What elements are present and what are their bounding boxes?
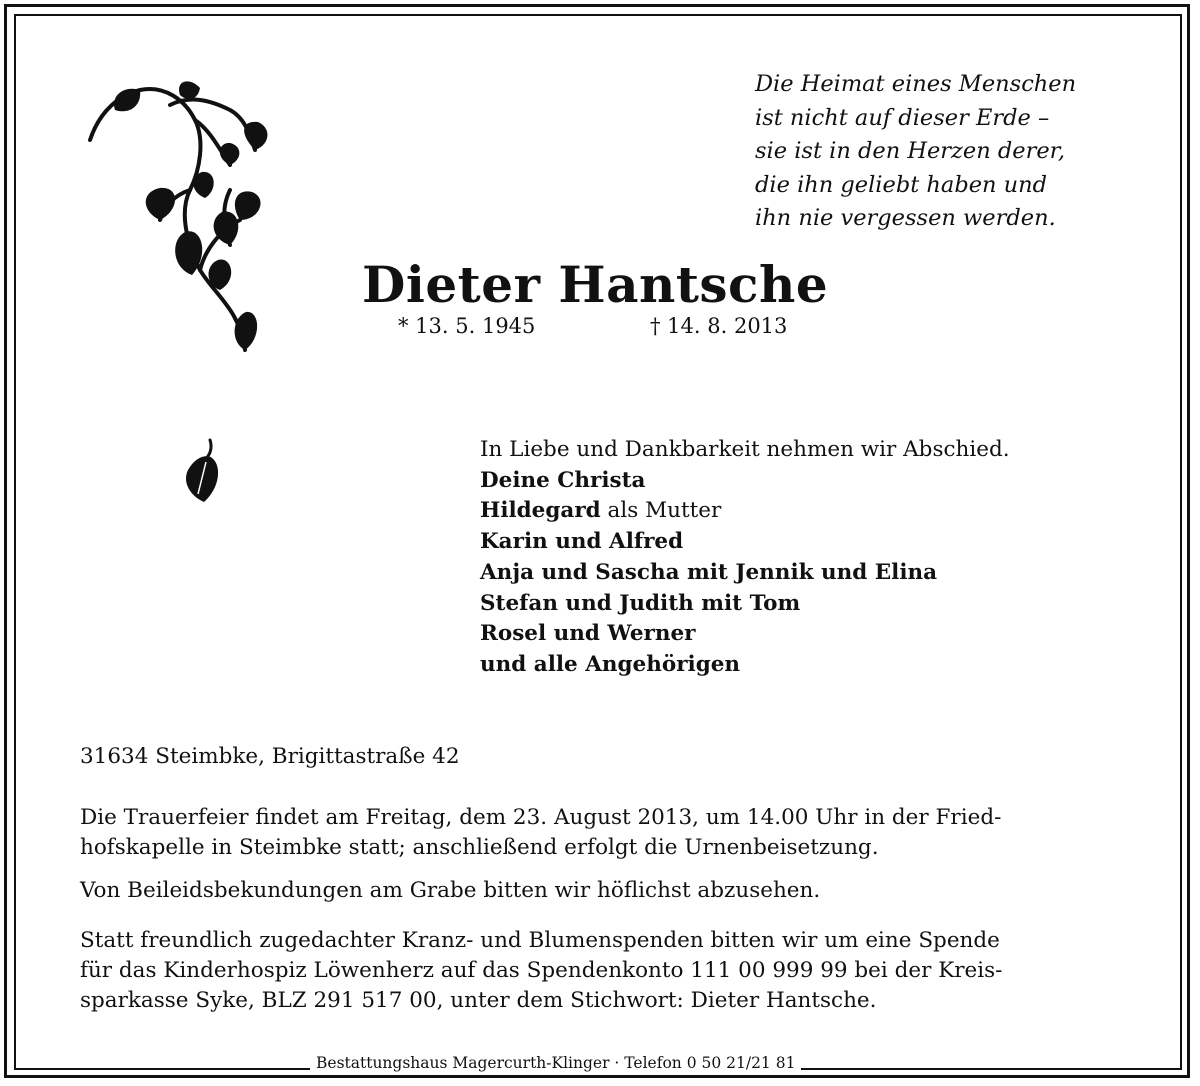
family-address: 31634 Steimbke, Brigittastraße 42 (80, 744, 460, 769)
mourner-line (480, 496, 1010, 527)
paragraph-line: für das Kinderhospiz Löwenherz auf das Spendenkonto 111 00 999 99 bei der Kreis- (80, 958, 1003, 983)
mourners-list (480, 435, 1010, 681)
memorial-motto (755, 68, 1076, 236)
mourner-line: Rosel und Werner (480, 621, 696, 647)
motto-line: Die Heimat eines Menschen (755, 71, 1077, 97)
mourner-line: Stefan und Judith mit Tom (480, 590, 801, 616)
funeral-paragraph (80, 803, 1001, 863)
mourner-name: Hildegard (480, 498, 601, 524)
falling-leaf-icon (178, 436, 228, 515)
mourner-line: Anja und Sascha mit Jennik und Elina (480, 559, 938, 585)
mourner-line: Karin und Alfred (480, 529, 684, 555)
paragraph-line: Statt freundlich zugedachter Kranz- und Blumenspenden bitten wir um eine Spende (80, 928, 1000, 953)
motto-line: die ihn geliebt haben und (755, 171, 1048, 198)
deceased-name: Dieter Hantsche (362, 255, 829, 314)
leaf-branch-icon (80, 80, 290, 374)
mourner-line: Deine Christa (480, 467, 646, 493)
funeral-home-footer: Bestattungshaus Magercurth-Klinger · Telefon 0 50 21/21 81 (310, 1052, 801, 1074)
death-date: † 14. 8. 2013 (650, 314, 788, 338)
motto-line: ihn nie vergessen werden. (755, 205, 1056, 231)
mourner-line: und alle Angehörigen (480, 651, 741, 677)
condolences-paragraph (80, 876, 820, 906)
donation-paragraph (80, 926, 1002, 1016)
birth-date: * 13. 5. 1945 (398, 314, 536, 338)
mourner-relation: als Mutter (600, 498, 722, 524)
paragraph-line: sparkasse Syke, BLZ 291 517 00, unter dem Stichwort: Dieter Hantsche. (80, 988, 877, 1013)
paragraph-line: hofskapelle in Steimbke statt; anschließend erfolgt die Urnenbeisetzung. (80, 835, 879, 860)
motto-line: sie ist in den Herzen derer, (755, 138, 1066, 164)
paragraph-line: Die Trauerfeier findet am Freitag, dem 23. August 2013, um 14.00 Uhr in der Fried- (80, 805, 1002, 830)
paragraph-line: Von Beileidsbekundungen am Grabe bitten wir höflichst abzusehen. (80, 878, 821, 903)
motto-line: ist nicht auf dieser Erde – (755, 104, 1050, 131)
mourners-intro: In Liebe und Dankbarkeit nehmen wir Abschied. (480, 437, 1010, 462)
